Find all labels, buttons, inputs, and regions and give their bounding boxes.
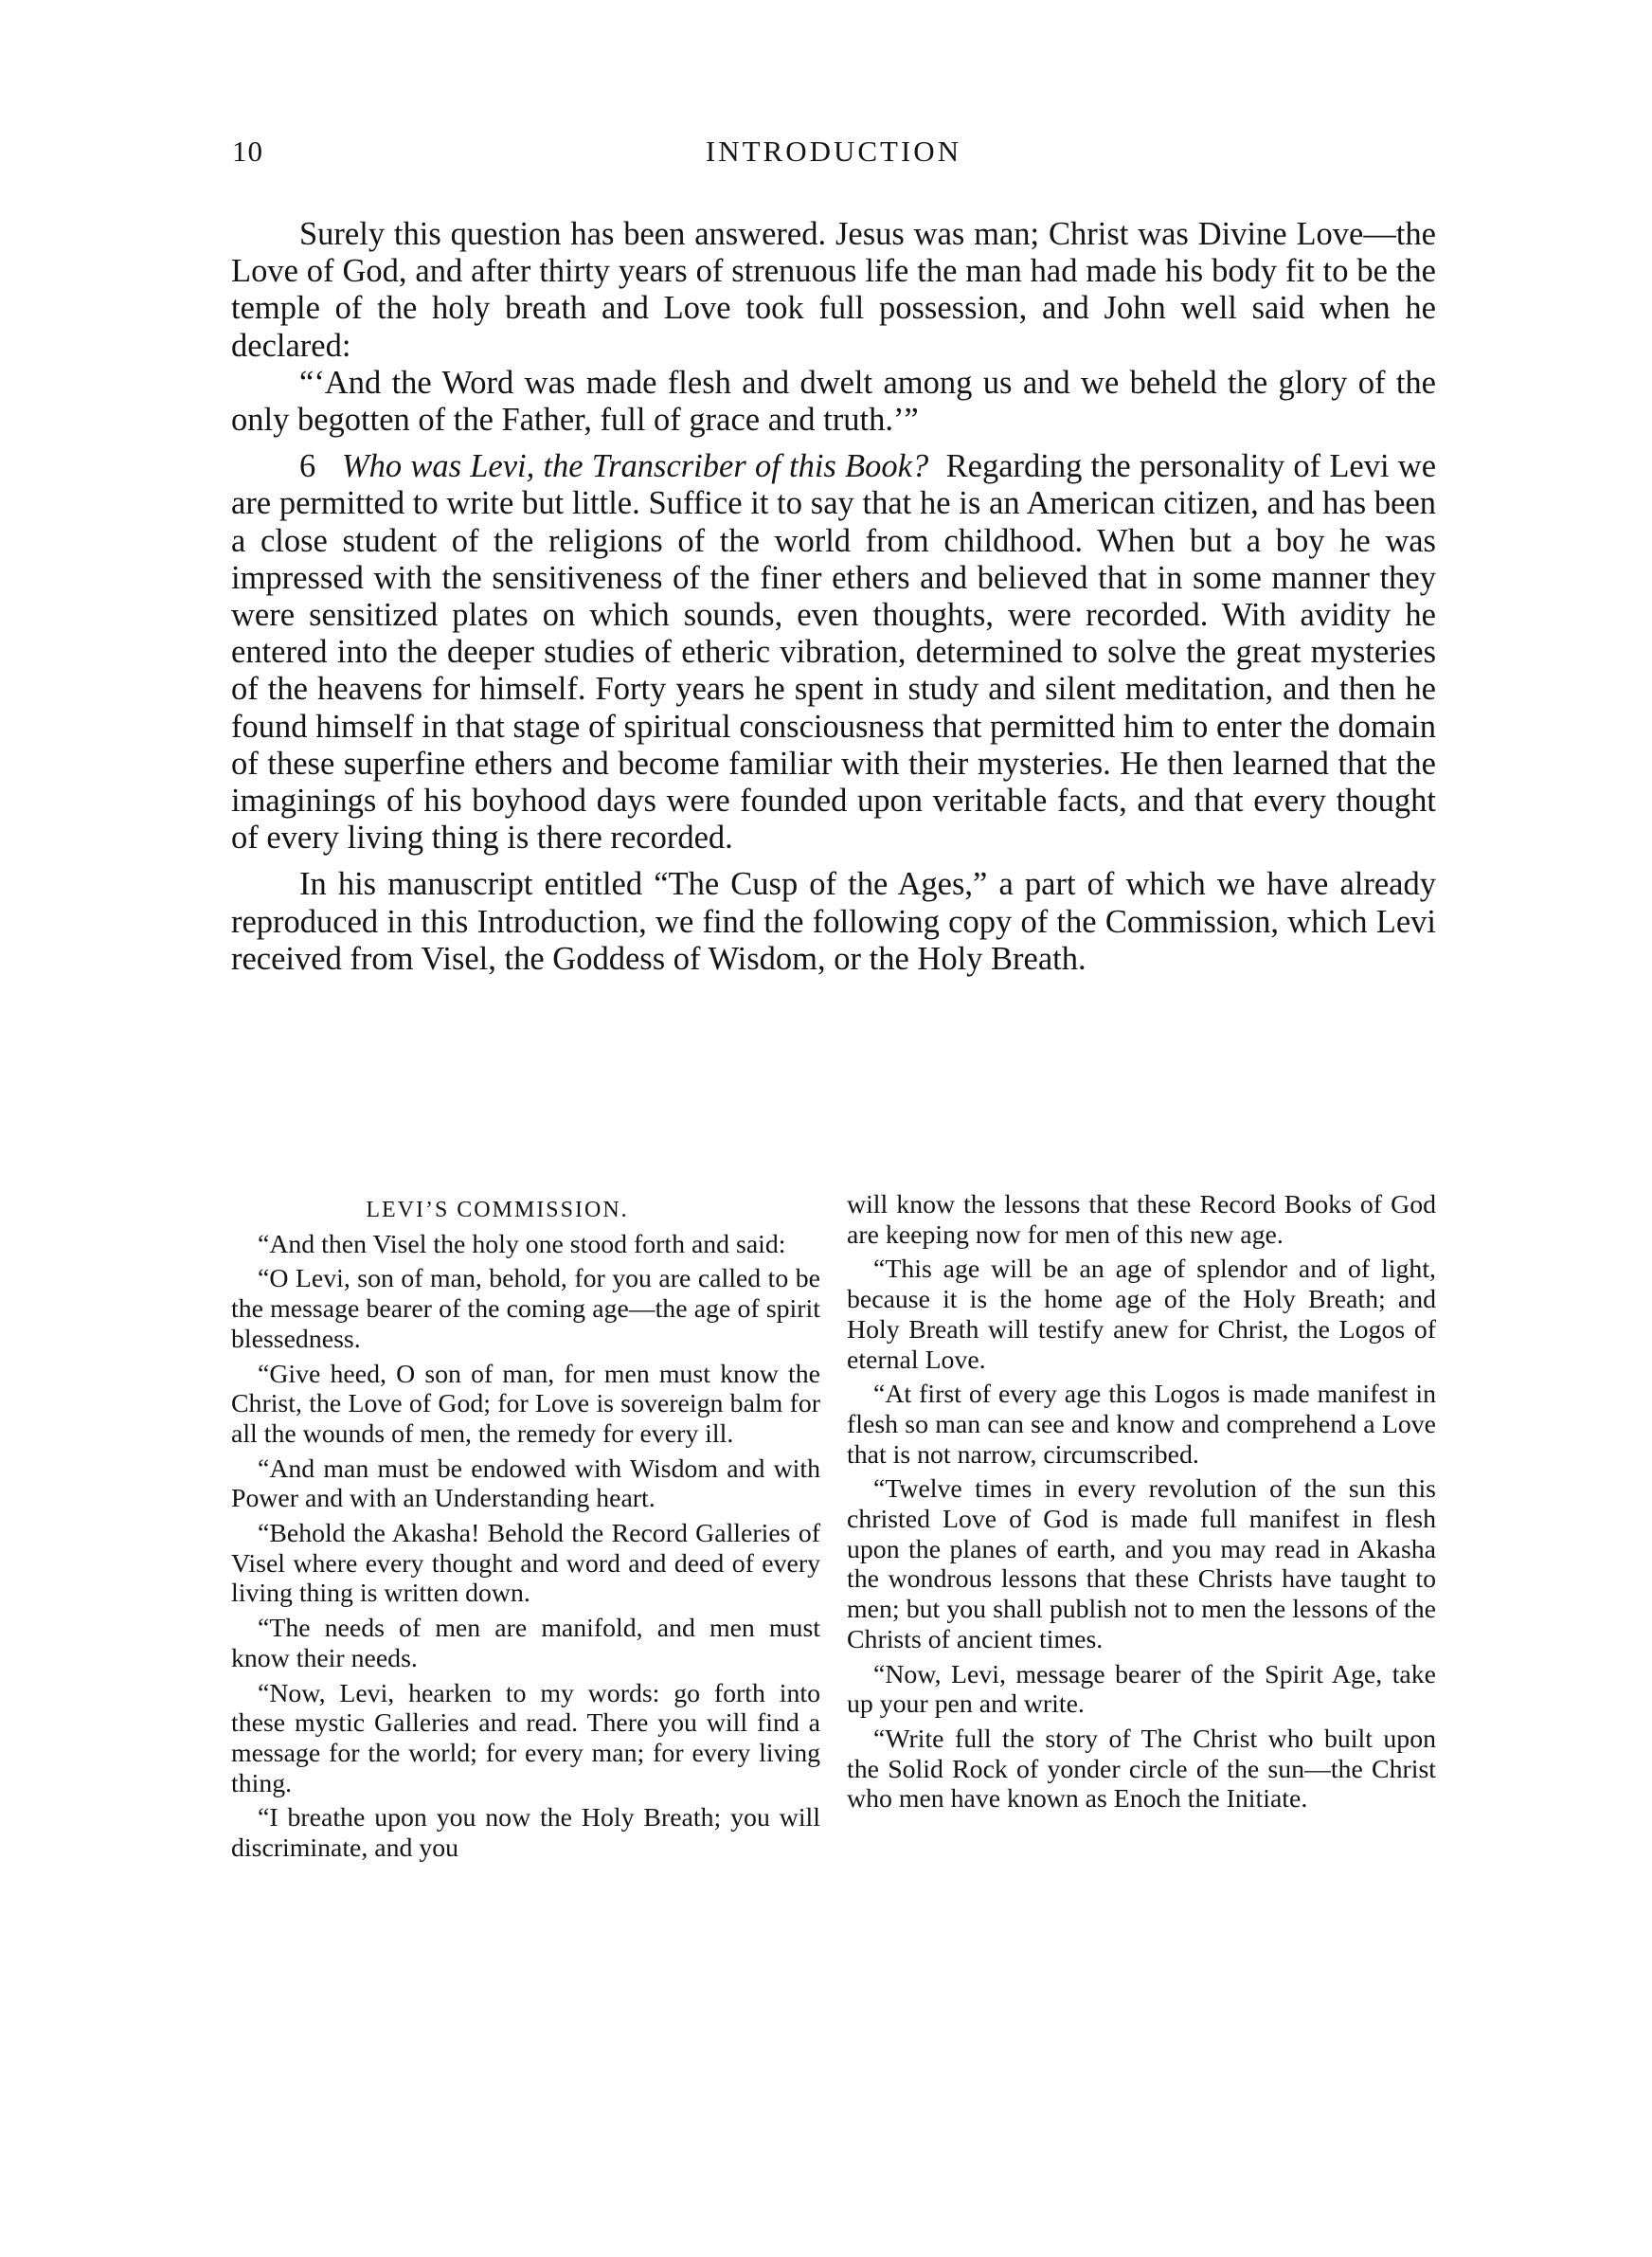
commission-heading: LEVI’S COMMISSION.	[366, 1198, 629, 1222]
commission-paragraph: “Behold the Akasha! Behold the Record Galleries of Visel where every thought and word and deed of every living thing is written down.	[231, 1519, 820, 1609]
commission-right-column	[847, 1190, 1436, 1819]
section-question: Who was Levi, the Transcriber of this Book?	[341, 448, 929, 485]
commission-paragraph: “Now, Levi, hearken to my words: go forth into these mystic Galleries and read. There you will find a message for the world; for every man; for every living thing.	[231, 1678, 820, 1798]
commission-paragraph: “I breathe upon you now the Holy Breath; you will discriminate, and you	[231, 1803, 820, 1864]
section-text: Regarding the personality of Levi we are permitted to write but little. Suffice it to say that he is an American citizen, and has been a close student of the religions of the world from childhood. When but a boy he was impressed with the sensitiveness of the finer ethers and believed that in some manner they were sensitized plates on which sounds, even thoughts, were recorded. With avidity he entered into the deeper studies of etheric vibration, determined to solve the great mysteries of the heavens for himself. Forty years he spent in study and silent meditation, and then he found himself in that stage of spiritual consciousness that permitted him to enter the domain of these superfine ethers and become familiar with their mysteries. He then learned that the imaginings of his boyhood days were founded upon veritable facts, and that every thought of every living thing is there recorded.	[231, 448, 1437, 857]
paragraph-word-quote: “‘And the Word was made flesh and dwelt among us and we beheld the glory of the only begotten of the Father, full of grace and truth.’”	[231, 364, 1436, 439]
commission-paragraph-continued: will know the lessons that these Record Books of God are keeping now for men of this new age.	[847, 1190, 1436, 1250]
page-header	[232, 135, 1435, 184]
main-text	[231, 216, 1436, 978]
commission-paragraph: “Write full the story of The Christ who built upon the Solid Rock of yonder circle of the sun—the Christ who men have known as Enoch the Initiate.	[847, 1724, 1436, 1815]
commission-paragraph: “And man must be endowed with Wisdom and with Power and with an Understanding heart.	[231, 1454, 820, 1514]
section-number: 6	[299, 448, 316, 485]
commission-paragraph: “The needs of men are manifold, and men must know their needs.	[231, 1614, 820, 1673]
paragraph-surely: Surely this question has been answered. Jesus was man; Christ was Divine Love—the Love of God, and after thirty years of strenuous life the man had made his body fit to be the temple of the holy breath and Love took full possession, and John well said when he declared:	[231, 216, 1436, 364]
paragraph-levi	[231, 448, 1436, 857]
commission-paragraph: “At first of every age this Logos is made manifest in flesh so man can see and know and comprehend a Love that is not narrow, circumscribed.	[847, 1380, 1436, 1470]
commission-paragraph: “O Levi, son of man, behold, for you are called to be the message bearer of the coming age—the age of spirit blessedness.	[231, 1264, 820, 1354]
commission-paragraph: “Now, Levi, message bearer of the Spirit Age, take up your pen and write.	[847, 1659, 1436, 1720]
commission-paragraph: “And then Visel the holy one stood forth and said:	[258, 1229, 786, 1259]
paragraph-manuscript: In his manuscript entitled “The Cusp of the Ages,” a part of which we have already reproduced in this Introduction, we find the following copy of the Commission, which Levi received from Visel, the Goddess of Wisdom, or the Holy Breath.	[231, 866, 1436, 977]
commission-paragraph: “Give heed, O son of man, for men must know the Christ, the Love of God; for Love is sovereign balm for all the wounds of men, the remedy for every ill.	[231, 1359, 820, 1449]
running-head: INTRODUCTION	[705, 135, 962, 168]
commission-paragraph: “This age will be an age of splendor and of light, because it is the home age of the Holy Breath; and Holy Breath will testify anew for Christ, the Logos of eternal Love.	[847, 1255, 1436, 1375]
commission-paragraph: “Twelve times in every revolution of the sun this christed Love of God is made full manifest in flesh upon the planes of earth, and you may read in Akasha the wondrous lessons that these Christs have taught to men; but you shall publish not to men the lessons of the Christs of ancient times.	[847, 1474, 1436, 1654]
commission-left-column	[231, 1196, 820, 1869]
page-number: 10	[232, 135, 263, 168]
